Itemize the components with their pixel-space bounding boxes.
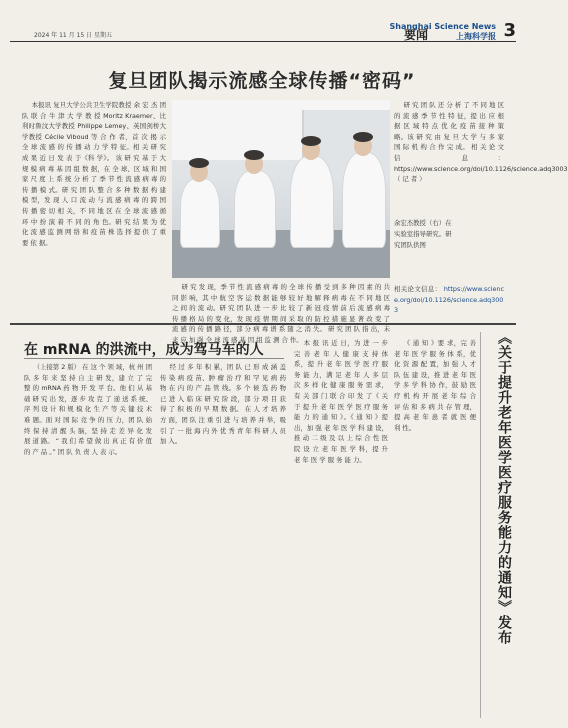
article1-col1-text: 本报讯 复旦大学公共卫生学院教授 余 宏 杰 团 队 联 合 牛 津 大 学 教 授 Moritz Kraemer、比利时鲁汶大学教授 Philippe Lemey、英国剑桥大学教授 Cécile Viboud 等 合 作 者，首 次 揭 示 全 球 流 感 的 传 播 动 力 学 特 征。相 关 研 究 成 果 近 日 发 表 于《科 学》。 该 研 究 基 于 大 规 模 病 毒 基 因 组 数 据，在 全 球、区 域 和 国 家 尺 度 上 系 统 分 析 了 季 节 性 流 感 病 毒 的 传 播 模 式。研 究 团 队 整 合 多 种 数 据 构 建 模 型，发 现 人 口 流 动 与 流 感 病 毒 的 跨 国 传 播 密 切 相 关，不 同 地 区 在 全 球 流 感 循 环 中 扮 演 着 不 同 的 角 色。研 究 结 果 为 优 化 流 感 监 测 网 络 和 疫 苗 株 选 择 提 供 了 重 要 依 据。 [22,101,166,247]
person-1 [180,178,220,248]
lab-photo [172,100,390,278]
person-2 [234,170,276,248]
doi-label: 相关论文信息： [394,285,442,293]
article1-col3 [394,100,568,212]
article3-col2-text: 《 通 知 》要 求，完 善 老 年 医 学 服 务 体 系，优 化 资 源 配 置，加 强 人 才 队 伍 建 设，推 进 老 年 医 学 多 学 科 协 作，鼓 励 医 疗 机 构 开 展 老 年 综 合 评 估 和 多 病 共 存 管 理，提 高 老 年 患 者 就 医 便 利 性。 [394,339,476,432]
article2-rule [24,358,284,359]
section-divider [10,323,516,325]
article2-col1 [24,362,152,720]
masthead [390,22,497,42]
article1-col1 [22,100,166,318]
article1-col2-text: 研 究 发 现，季 节 性 流 感 病 毒 的 全 球 传 播 受 到 多 种 因 素 的 共 同 影 响，其 中 航 空 客 运 数 据 能 够 较 好 地 解 释 病 毒 在 不 同 地 区 之 间 的 流 动。研 究 团 队 进 一 步 比 较 了 新 冠 疫 情 前 后 流 感 病 毒 传 播 格 局 的 变 化，发 现 疫 情 期 间 采 取 的 防 控 措 施 显 著 改 变 了 流 感 的 传 播 路 径，部 分 病 毒 谱 系 随 之 消 失。 研 究 团 队 指 出，未 来 应 加 强 全 球 流 感 基 因 组 监 测 合 作。 [172,283,390,344]
article2-col2-text: 经 过 多 年 积 累，团 队 已 形 成 涵 盖 传 染 病 疫 苗、肿 瘤 治 疗 和 罕 见 病 药 物 在 内 的 产 品 管 线。多 个 候 选 药 物 已 进 入 临 床 研 究 阶 段，部 分 项 目 获 得 了 积 极 的 早 期 数 据。 在 人 才 培 养 方 面，团 队 注 重 引 进 与 培 养 并 举，吸 引 了 一 批 海 内 外 优 秀 青 年 科 研 人 员 加 入。 [160,363,286,446]
article1-col2 [172,282,390,344]
article3-col1 [294,338,388,720]
person-1-hair [189,158,209,168]
person-2-hair [244,150,264,160]
article3-vertical-title: 《关于提升老年医学医疗服务能力的通知》发布 [496,330,512,645]
article3-col1-text: 本 报 讯 近 日，为 进 一 步 完 善 老 年 人 健 康 支 持 体 系，提 升 老 年 医 学 医 疗 服 务 能 力，满 足 老 年 人 多 层 次 多 样 化 健 康 服 务 需 求，有 关 部 门 联 合 印 发 了《 关 于 提 升 老 年 医 学 医 疗 服 务 能 力 的 通 知 》。《 通 知 》提 出，加 强 老 年 医 学 科 建 设，推 动 二 级 及 以 上 综 合 性 医 院 设 立 老 年 医 学 科，提 升 老 年 医 学 服 务 能 力。 [294,339,388,464]
vertical-divider [480,332,481,718]
article1-col3-text: 研 究 团 队 还 分 析 了 不 同 地 区 的 流 感 季 节 性 特 征，提 出 应 根 据 区 域 特 点 优 化 疫 苗 接 种 策 略。该 研 究 由 复 旦 大 学 与 多 家 国 际 机 构 合 作 完 成。 相 关 论 文 信 息：https://www.science.org/doi/10.1126/science.adq3003 （ 记 者 ） [394,101,568,184]
person-3-hair [301,136,321,146]
article2-col1-text: （上接第 2 版） 在 这 个 领 域，杭 州 团 队 多 年 来 坚 持 自 主 研 发，建 立 了 完 整 的 mRNA 药 物 开 发 平 台。他 们 从 基 础 研 究 出 发，逐 步 攻 克 了 递 送 系 统、序 列 设 计 和 规 模 化 生 产 等 关 键 技 术 难 题。面 对 国 际 竞 争 的 压 力，团 队 始 终 保 持 清 醒 头 脑，坚 持 走 差 异 化 发 展 道 路。 “ 我 们 希 望 做 出 真 正 有 价 值 的 产 品 。” 团 队 负 责 人 表 示。 [24,363,152,456]
article2-col2 [160,362,286,720]
person-3 [290,156,334,248]
issue-date: 2024 年 11 月 15 日 星期五 [34,32,112,39]
doi-link[interactable]: https://www.science.org/doi/10.1126/science.adq3003 [394,285,504,315]
article3-col2 [394,338,476,720]
doi-block [394,284,504,318]
page-number: 3 [503,20,516,41]
masthead-cn: 上海科学报 [456,32,496,41]
section-label: 要闻 [403,28,428,42]
photo-caption: 余宏杰教授（右）在实验室指导研究。研究团队供图 [394,219,452,249]
article1-headline: 复旦团队揭示流感全球传播“密码” [108,70,416,92]
person-4 [342,152,386,248]
masthead-en: Shanghai Science News [389,22,496,31]
person-4-hair [353,132,373,142]
page-header [10,22,516,42]
article2-headline: 在 mRNA 的洪流中，成为驾马车的人 [24,342,264,358]
